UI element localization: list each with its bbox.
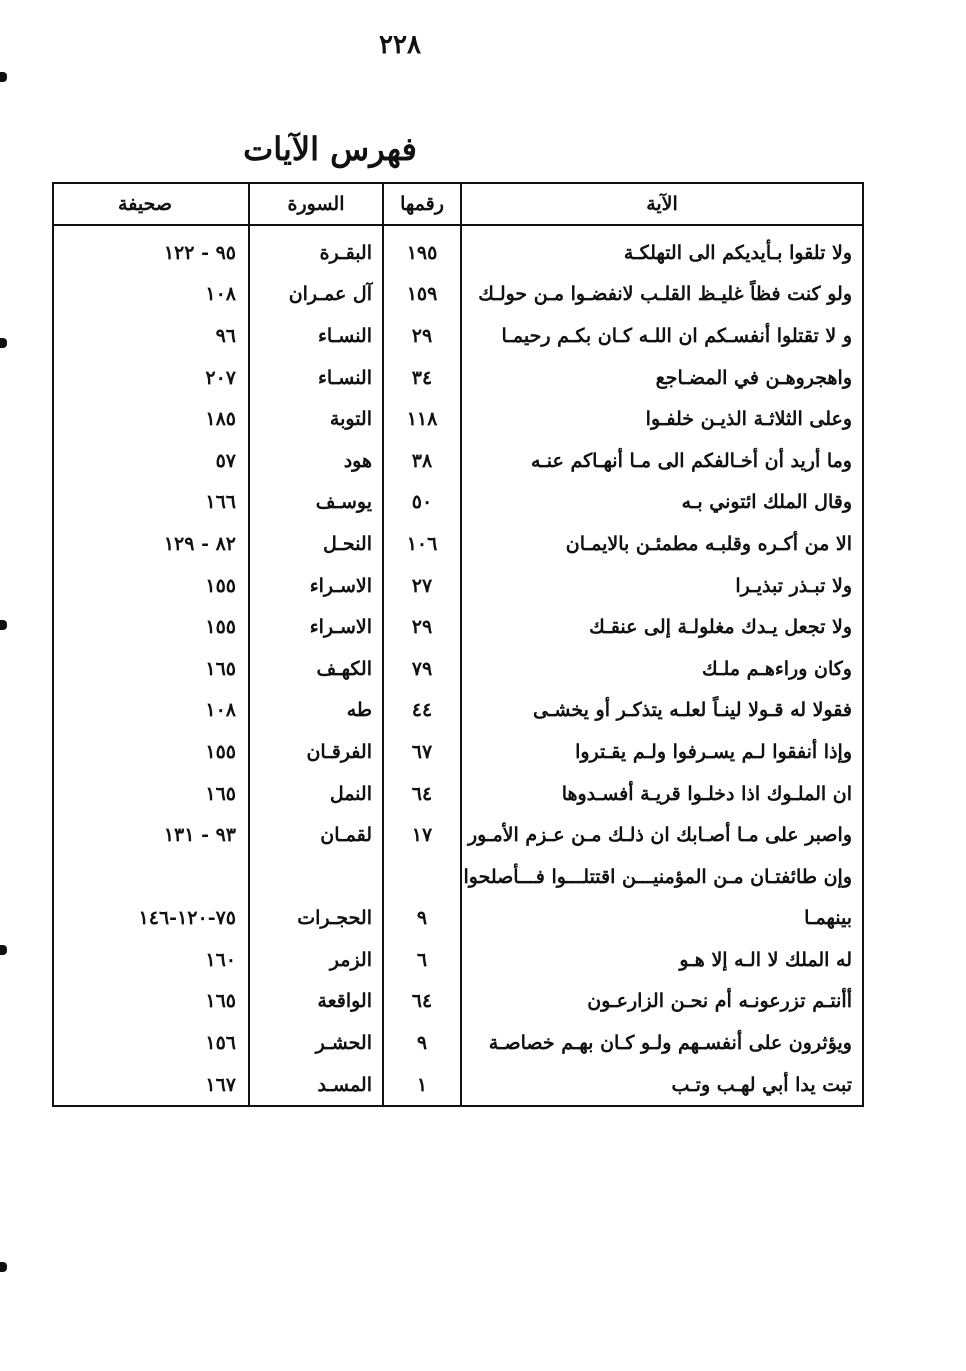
cell-page: ١٦٥ xyxy=(205,782,236,805)
scan-edge-mark xyxy=(0,72,7,82)
scan-edge-mark xyxy=(0,945,7,955)
cell-aya: واهجروهـن في المضـاجع xyxy=(461,357,863,399)
table-row xyxy=(53,357,863,399)
cell-page: ٩٦ xyxy=(215,324,236,347)
cell-sura: يوسـف xyxy=(249,482,383,524)
cell-sura: الفرقـان xyxy=(249,731,383,773)
table-row xyxy=(53,398,863,440)
cell-page: ١٥٥ xyxy=(205,616,236,639)
scan-edge-mark xyxy=(0,338,7,348)
table-row xyxy=(53,274,863,316)
table-row xyxy=(53,648,863,690)
scan-edge-mark xyxy=(0,620,7,630)
cell-page: ٧٥-١٢٠-١٤٦ xyxy=(138,907,236,930)
cell-sura: الحشـر xyxy=(249,1022,383,1064)
cell-aya: وإن طائفتـان مـن المؤمنيـــن اقتتلـــوا فـــأصلحوا xyxy=(461,856,863,898)
cell-aya: وقال الملك ائتوني بـه xyxy=(461,482,863,524)
cell-sura: هود xyxy=(249,440,383,482)
cell-aya: وما أريد أن أخـالفكم الى مـا أنهـاكم عنـه xyxy=(461,440,863,482)
cell-aya: و لا تقتلوا أنفسـكم ان اللـه كـان بكـم رحيمـا xyxy=(461,315,863,357)
cell-aya: وإذا أنفقوا لـم يسـرفوا ولـم يقـتروا xyxy=(461,731,863,773)
cell-sura: آل عمـران xyxy=(249,274,383,316)
cell-number: ٤٤ xyxy=(383,690,461,732)
cell-sura: النحـل xyxy=(249,523,383,565)
cell-page: ٥٧ xyxy=(215,449,236,472)
cell-aya: وكان وراءهـم ملـك xyxy=(461,648,863,690)
table-row xyxy=(53,690,863,732)
table-row xyxy=(53,939,863,981)
cell-sura: الاسـراء xyxy=(249,606,383,648)
table-row xyxy=(53,981,863,1023)
cell-aya: ولو كنت فظاً غليـظ القلـب لانفضـوا مـن حولـك xyxy=(461,274,863,316)
cell-page: ٨٢ - ١٢٩ xyxy=(163,532,236,555)
cell-page: ١٦٧ xyxy=(205,1073,236,1096)
cell-number: ١٧ xyxy=(383,814,461,856)
cell-number: ٩ xyxy=(383,1022,461,1064)
table-row xyxy=(53,440,863,482)
verses-index-table xyxy=(52,182,864,1107)
cell-number: ٣٨ xyxy=(383,440,461,482)
page-title: فهرس الآيات xyxy=(243,130,417,168)
table-row xyxy=(53,606,863,648)
scan-edge-mark xyxy=(0,1262,7,1272)
cell-page: ١٠٨ xyxy=(205,283,236,306)
cell-page: ١٨٥ xyxy=(205,408,236,431)
table-row xyxy=(53,731,863,773)
table-body xyxy=(53,225,863,1106)
cell-page: ٩٥ - ١٢٢ xyxy=(163,241,236,264)
cell-number: ٦ xyxy=(383,939,461,981)
table-row xyxy=(53,856,863,898)
cell-aya: ولا تجعل يـدك مغلولـة إلى عنقـك xyxy=(461,606,863,648)
cell-number: ٦٤ xyxy=(383,981,461,1023)
column-header-page: صحيفة xyxy=(53,183,249,225)
cell-page: ١٦٥ xyxy=(205,657,236,680)
cell-number: ٧٩ xyxy=(383,648,461,690)
cell-number: ١٥٩ xyxy=(383,274,461,316)
cell-sura: النسـاء xyxy=(249,357,383,399)
cell-number: ٦٧ xyxy=(383,731,461,773)
cell-sura: الكهـف xyxy=(249,648,383,690)
cell-number: ١١٨ xyxy=(383,398,461,440)
cell-sura: التوبة xyxy=(249,398,383,440)
cell-page: ٩٣ - ١٣١ xyxy=(163,824,236,847)
cell-aya: له الملك لا الـه إلا هـو xyxy=(461,939,863,981)
cell-number: ٥٠ xyxy=(383,482,461,524)
table-row xyxy=(53,315,863,357)
cell-sura: النسـاء xyxy=(249,315,383,357)
cell-sura: البقـرة xyxy=(249,225,383,274)
cell-page: ١٥٥ xyxy=(205,574,236,597)
table-row xyxy=(53,523,863,565)
cell-number: ١٠٦ xyxy=(383,523,461,565)
cell-aya: تبت يدا أبي لهـب وتـب xyxy=(461,1064,863,1107)
cell-sura xyxy=(249,856,383,898)
table-row xyxy=(53,1022,863,1064)
cell-page xyxy=(53,856,249,898)
cell-sura: الزمر xyxy=(249,939,383,981)
table-row xyxy=(53,898,863,940)
cell-number: ١ xyxy=(383,1064,461,1107)
cell-sura: المسـد xyxy=(249,1064,383,1107)
cell-aya: الا من أكـره وقلبـه مطمئـن بالايمـان xyxy=(461,523,863,565)
cell-aya: ويؤثرون على أنفسـهم ولـو كـان بهـم خصاصـة xyxy=(461,1022,863,1064)
cell-number xyxy=(383,856,461,898)
cell-number: ٢٩ xyxy=(383,315,461,357)
cell-aya: ولا تلقوا بـأيديكم الى التهلكـة xyxy=(461,225,863,274)
cell-sura: الواقعة xyxy=(249,981,383,1023)
table-row xyxy=(53,565,863,607)
cell-number: ٩ xyxy=(383,898,461,940)
table-row xyxy=(53,482,863,524)
cell-number: ٣٤ xyxy=(383,357,461,399)
cell-aya: ان الملـوك اذا دخلـوا قريـة أفسـدوها xyxy=(461,773,863,815)
table-row xyxy=(53,1064,863,1107)
column-header-sura: السورة xyxy=(249,183,383,225)
table-header-row xyxy=(53,183,863,225)
cell-sura: النمل xyxy=(249,773,383,815)
cell-aya: وعلى الثلاثـة الذيـن خلفـوا xyxy=(461,398,863,440)
cell-sura: لقمـان xyxy=(249,814,383,856)
cell-page: ١٦٠ xyxy=(205,948,236,971)
cell-sura: طه xyxy=(249,690,383,732)
cell-aya: أأنتـم تزرعونـه أم نحـن الزارعـون xyxy=(461,981,863,1023)
table-row xyxy=(53,773,863,815)
cell-page: ١٥٦ xyxy=(205,1032,236,1055)
cell-aya: فقولا له قـولا لينـاً لعلـه يتذكـر أو يخشـى xyxy=(461,690,863,732)
cell-aya: بينهمـا xyxy=(461,898,863,940)
cell-page: ٢٠٧ xyxy=(205,366,236,389)
cell-sura: الاسـراء xyxy=(249,565,383,607)
cell-page: ١٠٨ xyxy=(205,699,236,722)
cell-number: ٦٤ xyxy=(383,773,461,815)
cell-aya: واصبر على مـا أصـابك ان ذلـك مـن عـزم الأمـور xyxy=(461,814,863,856)
column-header-aya: الآية xyxy=(461,183,863,225)
cell-aya: ولا تبـذر تبذيـرا xyxy=(461,565,863,607)
page-number: ٢٢٨ xyxy=(379,30,421,60)
cell-number: ٢٩ xyxy=(383,606,461,648)
cell-sura: الحجـرات xyxy=(249,898,383,940)
cell-number: ١٩٥ xyxy=(383,225,461,274)
cell-page: ١٥٥ xyxy=(205,740,236,763)
table-row xyxy=(53,814,863,856)
cell-page: ١٦٦ xyxy=(205,491,236,514)
column-header-number: رقمها xyxy=(383,183,461,225)
cell-number: ٢٧ xyxy=(383,565,461,607)
cell-page: ١٦٥ xyxy=(205,990,236,1013)
table-row xyxy=(53,225,863,274)
